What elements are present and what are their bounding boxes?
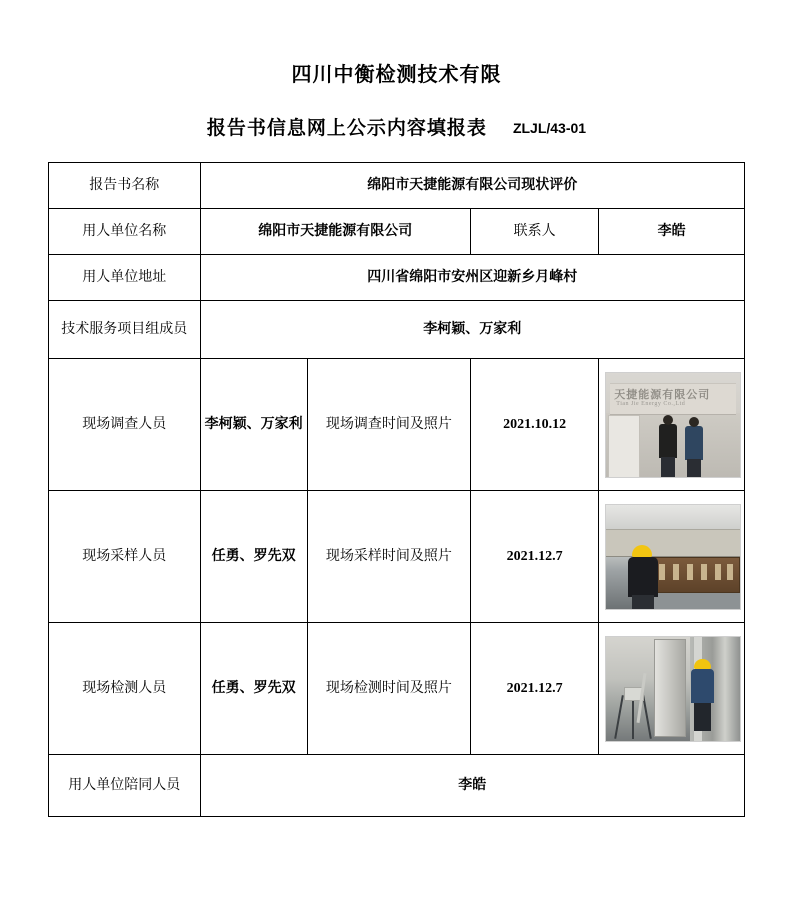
row-label-testing-staff: 现场检测人员 <box>49 623 201 755</box>
row-date-survey: 2021.10.12 <box>471 359 599 491</box>
form-code: ZLJL/43-01 <box>512 120 587 136</box>
table-row <box>49 301 745 359</box>
row-desc-survey: 现场调查时间及照片 <box>307 359 470 491</box>
row-photo-survey-cell <box>599 359 745 491</box>
photo-worker-helmet <box>632 545 652 557</box>
public-disclosure-table <box>48 162 745 817</box>
photo-sampling-tripod <box>616 677 650 739</box>
photo-person-legs <box>687 459 701 478</box>
row-label-employer-address: 用人单位地址 <box>49 255 201 301</box>
photo-person-right <box>684 417 704 477</box>
row-date-testing: 2021.12.7 <box>471 623 599 755</box>
row-label-sampling-staff: 现场采样人员 <box>49 491 201 623</box>
photo-tank <box>654 639 686 737</box>
page-title: 四川中衡检测技术有限 <box>291 64 502 86</box>
photo-control-panel <box>652 557 740 593</box>
photo-technician <box>690 659 716 731</box>
row-value-employer-name: 绵阳市天捷能源有限公司 <box>200 209 470 255</box>
photo-person-legs <box>661 457 675 478</box>
row-label-contact: 联系人 <box>471 209 599 255</box>
photo-person-torso <box>659 424 677 458</box>
photo-sampling <box>605 504 741 610</box>
subtitle-row <box>48 113 745 140</box>
photo-sign-text: 天捷能源有限公司 <box>614 388 711 401</box>
row-label-team-members: 技术服务项目组成员 <box>49 301 201 359</box>
photo-base <box>646 591 740 609</box>
table-row <box>49 209 745 255</box>
photo-person-head <box>689 417 699 427</box>
row-desc-sampling: 现场采样时间及照片 <box>307 491 470 623</box>
photo-sign-subtext: Tian Jie Energy Co.,Ltd <box>616 400 686 407</box>
table-row <box>49 755 745 817</box>
row-date-sampling: 2021.12.7 <box>471 491 599 623</box>
row-label-survey-staff: 现场调查人员 <box>49 359 201 491</box>
row-label-accompanying-staff: 用人单位陪同人员 <box>49 755 201 817</box>
photo-technician-pants <box>694 703 711 731</box>
table-row <box>49 491 745 623</box>
row-value-report-name: 绵阳市天捷能源有限公司现状评价 <box>200 163 744 209</box>
photo-door <box>608 415 640 478</box>
table-row <box>49 163 745 209</box>
row-photo-sampling-cell <box>599 491 745 623</box>
photo-survey <box>605 372 741 478</box>
row-desc-testing: 现场检测时间及照片 <box>307 623 470 755</box>
row-value-contact: 李皓 <box>599 209 745 255</box>
row-value-sampling-staff: 任勇、罗先双 <box>200 491 307 623</box>
photo-person-head <box>663 415 673 425</box>
row-photo-testing-cell <box>599 623 745 755</box>
photo-technician-helmet <box>694 659 711 669</box>
row-value-team-members: 李柯颖、万家利 <box>200 301 744 359</box>
row-label-report-name: 报告书名称 <box>49 163 201 209</box>
photo-person-left <box>658 415 678 477</box>
photo-worker-pants <box>632 595 654 609</box>
row-label-employer-name: 用人单位名称 <box>49 209 201 255</box>
table-row <box>49 255 745 301</box>
row-value-survey-staff: 李柯颖、万家利 <box>200 359 307 491</box>
row-value-testing-staff: 任勇、罗先双 <box>200 623 307 755</box>
table-row <box>49 623 745 755</box>
photo-technician-torso <box>691 669 714 703</box>
table-row <box>49 359 745 491</box>
photo-ceiling <box>606 505 740 531</box>
photo-person-torso <box>685 426 703 460</box>
row-value-accompanying-staff: 李皓 <box>200 755 744 817</box>
document-page <box>0 58 793 917</box>
page-subtitle: 报告书信息网上公示内容填报表 <box>206 118 487 139</box>
photo-worker <box>626 545 660 609</box>
photo-testing <box>605 636 741 742</box>
row-value-employer-address: 四川省绵阳市安州区迎新乡月峰村 <box>200 255 744 301</box>
photo-worker-torso <box>628 557 658 597</box>
